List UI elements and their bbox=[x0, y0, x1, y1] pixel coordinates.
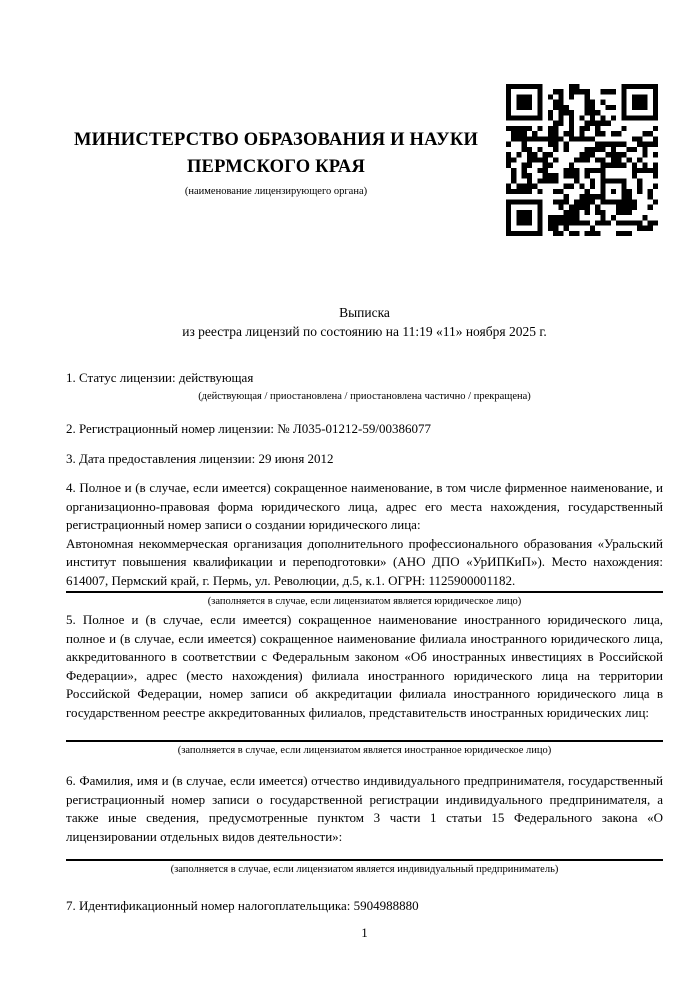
item-legal-entity bbox=[66, 479, 663, 608]
taxpayer-number-text: 7. Идентификационный номер налогоплательщика: 5904988880 bbox=[66, 898, 419, 913]
item-grant-date bbox=[66, 450, 663, 469]
legal-entity-answer: Автономная некоммерческая организация дополнительного профессионального образования «Уральский институт повышения квалификации и переподготовки» (АНО ДПО «УрИПКиП»). Место нахождения: 614007, Пермский край, г. Пермь, ул. Революции, д.5, к.1. ОГРН: 1125900001182. bbox=[66, 535, 663, 588]
item-registration-number bbox=[66, 420, 663, 439]
fill-in-rule bbox=[66, 740, 663, 742]
item-foreign-entity bbox=[66, 611, 663, 757]
fill-in-rule bbox=[66, 591, 663, 593]
ministry-name-line1: МИНИСТЕРСТВО ОБРАЗОВАНИЯ И НАУКИ bbox=[73, 130, 479, 150]
legal-entity-caption: (заполняется в случае, если лицензиатом является юридическое лицо) bbox=[207, 595, 522, 607]
licensing-authority-caption: (наименование лицензирующего органа) bbox=[184, 186, 368, 197]
item-license-status bbox=[66, 369, 663, 403]
foreign-entity-question: 5. Полное и (в случае, если имеется) сокращенное наименование иностранного юридического лица, полное и (в случае, если имеется) сокращенное наименование филиала иностранного юридического лица, аккредитованного в соответствии с Федеральным законом «Об иностранных инвестициях в Российской Федерации», адрес (место нахождения) филиала иностранного юридического лица на территории Российской Федерации, номер записи об аккредитации филиала иностранного юридического лица в государственном реестре аккредитованных филиалов, представительств иностранных юридических лиц: bbox=[66, 612, 663, 720]
license-status-caption: (действующая / приостановлена / приостановлена частично / прекращена) bbox=[198, 390, 531, 402]
foreign-entity-caption: (заполняется в случае, если лицензиатом является иностранное юридическое лицо) bbox=[177, 744, 552, 756]
item-taxpayer-number bbox=[66, 897, 663, 916]
ministry-name-line2: ПЕРМСКОГО КРАЯ bbox=[186, 157, 366, 177]
legal-entity-question: 4. Полное и (в случае, если имеется) сокращенное наименование, в том числе фирменное наименование, и организационно-правовая форма юридического лица, адрес его места нахождения, государственный регистрационный номер записи о создании юридического лица: bbox=[66, 480, 663, 533]
registration-number-text: 2. Регистрационный номер лицензии: № Л035-01212-59/00386077 bbox=[66, 421, 432, 436]
individual-question: 6. Фамилия, имя и (в случае, если имеется) отчество индивидуального предпринимателя, государственный регистрационный номер записи о государственной регистрации индивидуального предпринимателя, а также иные сведения, предусмотренные пунктом 3 части 1 статьи 15 Федерального закона «О лицензировании отдельных видов деятельности»: bbox=[66, 773, 663, 844]
license-status-text: 1. Статус лицензии: действующая bbox=[66, 370, 254, 385]
individual-caption: (заполняется в случае, если лицензиатом является индивидуальный предприниматель) bbox=[170, 864, 559, 876]
item-individual-entrepreneur bbox=[66, 772, 663, 876]
grant-date-text: 3. Дата предоставления лицензии: 29 июня 2012 bbox=[66, 451, 334, 466]
document-title bbox=[66, 303, 663, 341]
licensing-authority-header bbox=[64, 127, 488, 198]
fill-in-rule bbox=[66, 859, 663, 861]
page-number: 1 bbox=[361, 925, 368, 940]
qr-code bbox=[506, 84, 658, 236]
document-title-line2: из реестра лицензий по состоянию на 11:19 «11» ноября 2025 г. bbox=[182, 324, 547, 339]
document-title-line1: Выписка bbox=[339, 305, 390, 320]
